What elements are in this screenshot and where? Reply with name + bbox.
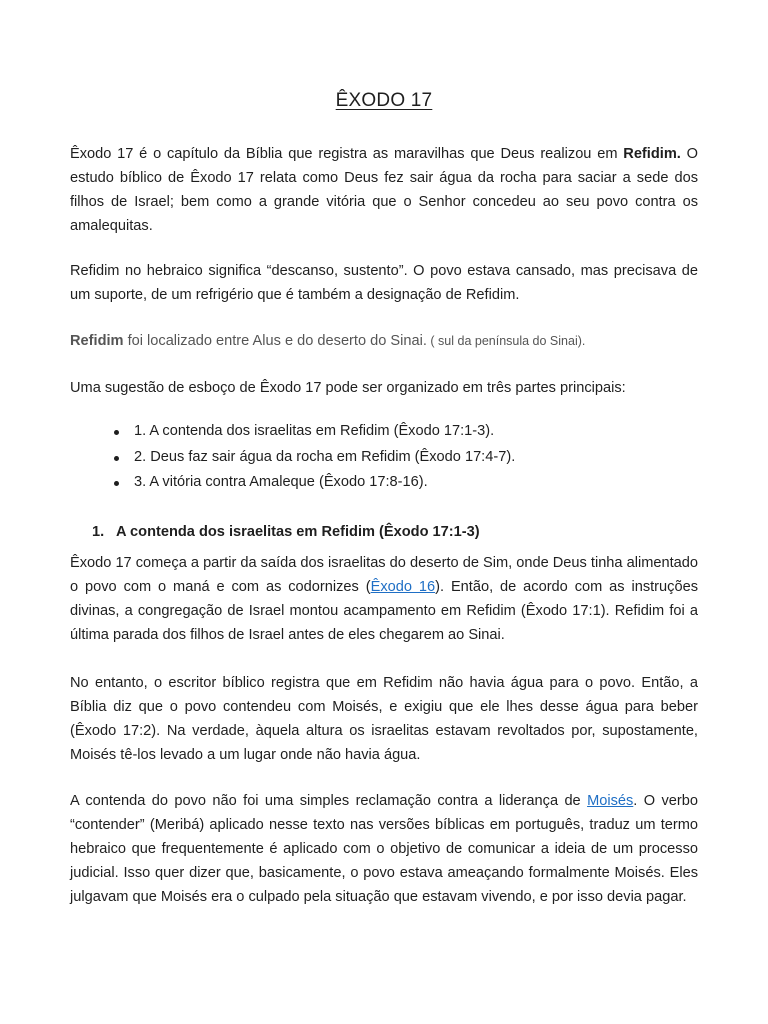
title-text: ÊXODO 17 xyxy=(335,90,433,111)
intro-text-2: O estudo bíblico de Êxodo 17 relata como Deus fez sair água da rocha para saciar a sede dos filhos de Israel; bem como a grande vitória que o Senhor concedeu ao seu povo contra os amalequitas. xyxy=(70,146,698,234)
outline-intro-paragraph: Uma sugestão de esboço de Êxodo 17 pode ser organizado em três partes principais: xyxy=(70,380,626,396)
location-paragraph xyxy=(70,329,698,353)
contention-text-1: A contenda do povo não foi uma simples reclamação contra a liderança de xyxy=(70,793,588,809)
section-paragraph-1 xyxy=(70,551,698,647)
intro-paragraph xyxy=(70,142,698,238)
list-item xyxy=(70,419,698,445)
section-heading-text: A contenda dos israelitas em Refidim (Êxodo 17:1-3) xyxy=(116,524,480,540)
bullet-icon xyxy=(114,456,119,461)
location-text: foi localizado entre Alus e do deserto do Sinai. xyxy=(123,333,427,349)
contention-text-2: . O verbo “contender” (Meribá) aplicado nesse texto nas versões bíblicas em português, traduz um termo hebraico que frequentemente é aplicado com o objetivo de comunicar a ideia de um processo judicial. Isso quer dizer que, basicamente, o povo estava ameaçando formalmente Moisés. Eles julgavam que Moisés era o culpado pela situação que estavam vivendo, e por isso devia pagar. xyxy=(70,793,698,905)
moises-link[interactable]: Moisés xyxy=(587,793,634,809)
outline-list xyxy=(70,419,698,496)
section-heading xyxy=(92,520,480,544)
section-text-2: ). Então, de acordo com as instruções divinas, a congregação de Israel montou acampamento em Refidim (Êxodo 17:1). Refidim foi a última parada dos filhos de Israel antes de eles chegarem ao Sinai. xyxy=(70,579,698,643)
bullet-icon xyxy=(114,481,119,486)
section-paragraph-3 xyxy=(70,789,698,909)
location-bold-refidim: Refidim xyxy=(70,333,124,349)
location-note: ( sul da península do Sinai). xyxy=(426,334,586,348)
meaning-paragraph: Refidim no hebraico significa “descanso, sustento”. O povo estava cansado, mas precisava de um suporte, de um refrigério que é também a designação de Refidim. xyxy=(70,263,698,303)
page-title xyxy=(0,90,768,112)
intro-bold-refidim: Refidim. xyxy=(623,146,681,162)
list-item xyxy=(70,470,698,496)
section-paragraph-2: No entanto, o escritor bíblico registra que em Refidim não havia água para o povo. Então, a Bíblia diz que o povo contendeu com Moisés, e exigiu que ele lhes desse água para beber (Êxodo 17:2). Na verdade, àquela altura os israelitas estavam revoltados por, supostamente, Moisés tê-los levado a um lugar onde não havia água. xyxy=(70,675,698,763)
exodo-16-link[interactable]: Êxodo 16 xyxy=(370,579,436,595)
list-item-text: 1. A contenda dos israelitas em Refidim (Êxodo 17:1-3). xyxy=(134,423,495,439)
list-item xyxy=(70,445,698,471)
intro-text-1: Êxodo 17 é o capítulo da Bíblia que registra as maravilhas que Deus realizou em xyxy=(70,146,624,162)
section-number: 1. xyxy=(92,524,105,540)
list-item-text: 2. Deus faz sair água da rocha em Refidim (Êxodo 17:4-7). xyxy=(134,448,516,465)
list-item-text: 3. A vitória contra Amaleque (Êxodo 17:8-16). xyxy=(134,474,428,490)
bullet-icon xyxy=(114,430,119,435)
section-text-1: Êxodo 17 começa a partir da saída dos israelitas do deserto de Sim, onde Deus tinha alimentado o povo com o maná e com as codornizes ( xyxy=(70,555,698,595)
